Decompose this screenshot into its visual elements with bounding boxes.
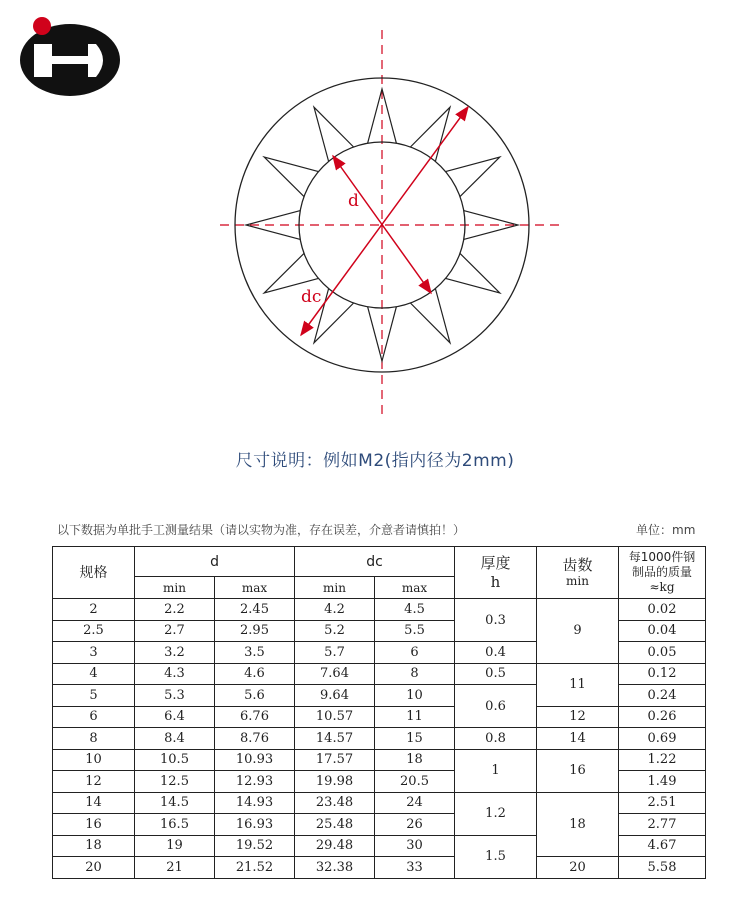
row-spec: 10 — [53, 749, 135, 771]
dc-max-cell: 24 — [375, 792, 455, 814]
table-row — [53, 663, 706, 685]
teeth-cell: 20 — [537, 857, 619, 879]
weight-cell: 1.49 — [619, 771, 706, 793]
center-lines — [220, 30, 560, 420]
d-min-cell: 2.2 — [135, 599, 215, 621]
washer-tooth — [410, 289, 450, 343]
d-max-cell: 21.52 — [215, 857, 295, 879]
row-spec: 14 — [53, 792, 135, 814]
d-max-cell: 6.76 — [215, 706, 295, 728]
thickness-cell: 0.4 — [455, 642, 537, 664]
header-weight — [619, 547, 706, 599]
weight-cell: 1.22 — [619, 749, 706, 771]
d-min-cell: 8.4 — [135, 728, 215, 750]
teeth-cell: 11 — [537, 663, 619, 706]
dimension-caption: 尺寸说明：例如M2(指内径为2mm) — [235, 451, 515, 471]
dc-min-cell: 5.7 — [295, 642, 375, 664]
d-max-cell: 3.5 — [215, 642, 295, 664]
dc-min-cell: 10.57 — [295, 706, 375, 728]
row-spec: 2 — [53, 599, 135, 621]
table-row — [53, 749, 706, 771]
thickness-cell: 1.5 — [455, 835, 537, 878]
header-d-max: max — [215, 577, 295, 599]
row-spec: 20 — [53, 857, 135, 879]
d-max-cell: 10.93 — [215, 749, 295, 771]
weight-cell: 4.67 — [619, 835, 706, 857]
thickness-cell: 0.3 — [455, 599, 537, 642]
d-min-cell: 5.3 — [135, 685, 215, 707]
header-thickness-symbol: h — [490, 572, 501, 591]
table-row — [53, 857, 706, 879]
teeth-cell: 9 — [537, 599, 619, 664]
d-min-cell: 3.2 — [135, 642, 215, 664]
weight-cell: 0.04 — [619, 620, 706, 642]
header-dc-min: min — [295, 577, 375, 599]
teeth-cell: 14 — [537, 728, 619, 750]
logo-red-dot — [33, 17, 51, 35]
measurement-note: 以下数据为单批手工测量结果（请以实物为准，存在误差，介意者请慎拍！） — [57, 523, 466, 537]
header-teeth-min: min — [566, 574, 589, 589]
washer-tooth — [410, 107, 450, 161]
header-dc-max: max — [375, 577, 455, 599]
weight-cell: 0.26 — [619, 706, 706, 728]
d-min-cell: 10.5 — [135, 749, 215, 771]
dc-max-cell: 33 — [375, 857, 455, 879]
row-spec: 18 — [53, 835, 135, 857]
d-min-cell: 6.4 — [135, 706, 215, 728]
d-min-cell: 2.7 — [135, 620, 215, 642]
company-logo — [18, 14, 122, 98]
dc-min-cell: 32.38 — [295, 857, 375, 879]
thickness-cell: 1 — [455, 749, 537, 792]
header-weight-line2: 制品的质量 — [632, 565, 693, 579]
teeth-cell: 16 — [537, 749, 619, 792]
dc-dimension-arrow — [301, 107, 468, 335]
dc-max-cell: 30 — [375, 835, 455, 857]
row-spec: 12 — [53, 771, 135, 793]
weight-cell: 0.24 — [619, 685, 706, 707]
row-spec: 6 — [53, 706, 135, 728]
dimension-arrows — [301, 107, 468, 335]
d-max-cell: 4.6 — [215, 663, 295, 685]
dc-min-cell: 17.57 — [295, 749, 375, 771]
weight-cell: 0.69 — [619, 728, 706, 750]
header-dc: dc — [295, 547, 455, 577]
table-row — [53, 792, 706, 814]
unit-label: 单位：mm — [636, 523, 696, 537]
dc-min-cell: 23.48 — [295, 792, 375, 814]
weight-cell: 2.77 — [619, 814, 706, 836]
dc-min-cell: 9.64 — [295, 685, 375, 707]
header-spec: 规格 — [53, 547, 135, 599]
table-row — [53, 599, 706, 621]
washer-tooth — [446, 253, 500, 293]
dc-min-cell: 7.64 — [295, 663, 375, 685]
dc-min-cell: 4.2 — [295, 599, 375, 621]
washer-tooth — [264, 157, 318, 197]
thickness-cell: 0.6 — [455, 685, 537, 728]
row-spec: 4 — [53, 663, 135, 685]
table-row — [53, 706, 706, 728]
dc-max-cell: 26 — [375, 814, 455, 836]
d-max-cell: 8.76 — [215, 728, 295, 750]
d-max-cell: 19.52 — [215, 835, 295, 857]
dc-min-cell: 5.2 — [295, 620, 375, 642]
washer-tooth — [446, 157, 500, 197]
header-weight-line3: ≈kg — [649, 580, 675, 594]
d-min-cell: 12.5 — [135, 771, 215, 793]
d-min-cell: 4.3 — [135, 663, 215, 685]
dc-max-cell: 18 — [375, 749, 455, 771]
d-max-cell: 2.95 — [215, 620, 295, 642]
row-spec: 16 — [53, 814, 135, 836]
dc-max-cell: 20.5 — [375, 771, 455, 793]
d-max-cell: 14.93 — [215, 792, 295, 814]
dc-max-cell: 15 — [375, 728, 455, 750]
dc-max-cell: 8 — [375, 663, 455, 685]
dc-max-cell: 10 — [375, 685, 455, 707]
dc-max-cell: 5.5 — [375, 620, 455, 642]
thickness-cell: 1.2 — [455, 792, 537, 835]
dc-max-cell: 11 — [375, 706, 455, 728]
washer-tooth — [314, 107, 354, 161]
row-spec: 8 — [53, 728, 135, 750]
d-max-cell: 5.6 — [215, 685, 295, 707]
header-thickness — [455, 547, 537, 599]
header-weight-line1: 每1000件钢 — [628, 550, 696, 564]
label-dc: dc — [301, 287, 322, 307]
d-min-cell: 16.5 — [135, 814, 215, 836]
weight-cell: 0.12 — [619, 663, 706, 685]
row-spec: 2.5 — [53, 620, 135, 642]
row-spec: 5 — [53, 685, 135, 707]
teeth-cell: 12 — [537, 706, 619, 728]
dc-min-cell: 25.48 — [295, 814, 375, 836]
dc-min-cell: 19.98 — [295, 771, 375, 793]
d-max-cell: 16.93 — [215, 814, 295, 836]
teeth-cell: 18 — [537, 792, 619, 857]
dc-max-cell: 4.5 — [375, 599, 455, 621]
thickness-cell: 0.8 — [455, 728, 537, 750]
dc-min-cell: 14.57 — [295, 728, 375, 750]
d-min-cell: 21 — [135, 857, 215, 879]
d-min-cell: 19 — [135, 835, 215, 857]
header-teeth-label: 齿数 — [562, 555, 593, 574]
weight-cell: 0.02 — [619, 599, 706, 621]
header-thickness-label: 厚度 — [480, 553, 511, 572]
spec-table — [52, 546, 706, 879]
header-d-min: min — [135, 577, 215, 599]
weight-cell: 2.51 — [619, 792, 706, 814]
header-teeth — [537, 547, 619, 599]
header-d: d — [135, 547, 295, 577]
dc-min-cell: 29.48 — [295, 835, 375, 857]
weight-cell: 5.58 — [619, 857, 706, 879]
d-max-cell: 2.45 — [215, 599, 295, 621]
d-max-cell: 12.93 — [215, 771, 295, 793]
label-d: d — [348, 191, 359, 211]
row-spec: 3 — [53, 642, 135, 664]
weight-cell: 0.05 — [619, 642, 706, 664]
table-row — [53, 728, 706, 750]
thickness-cell: 0.5 — [455, 663, 537, 685]
d-min-cell: 14.5 — [135, 792, 215, 814]
washer-diagram — [200, 25, 570, 425]
dc-max-cell: 6 — [375, 642, 455, 664]
